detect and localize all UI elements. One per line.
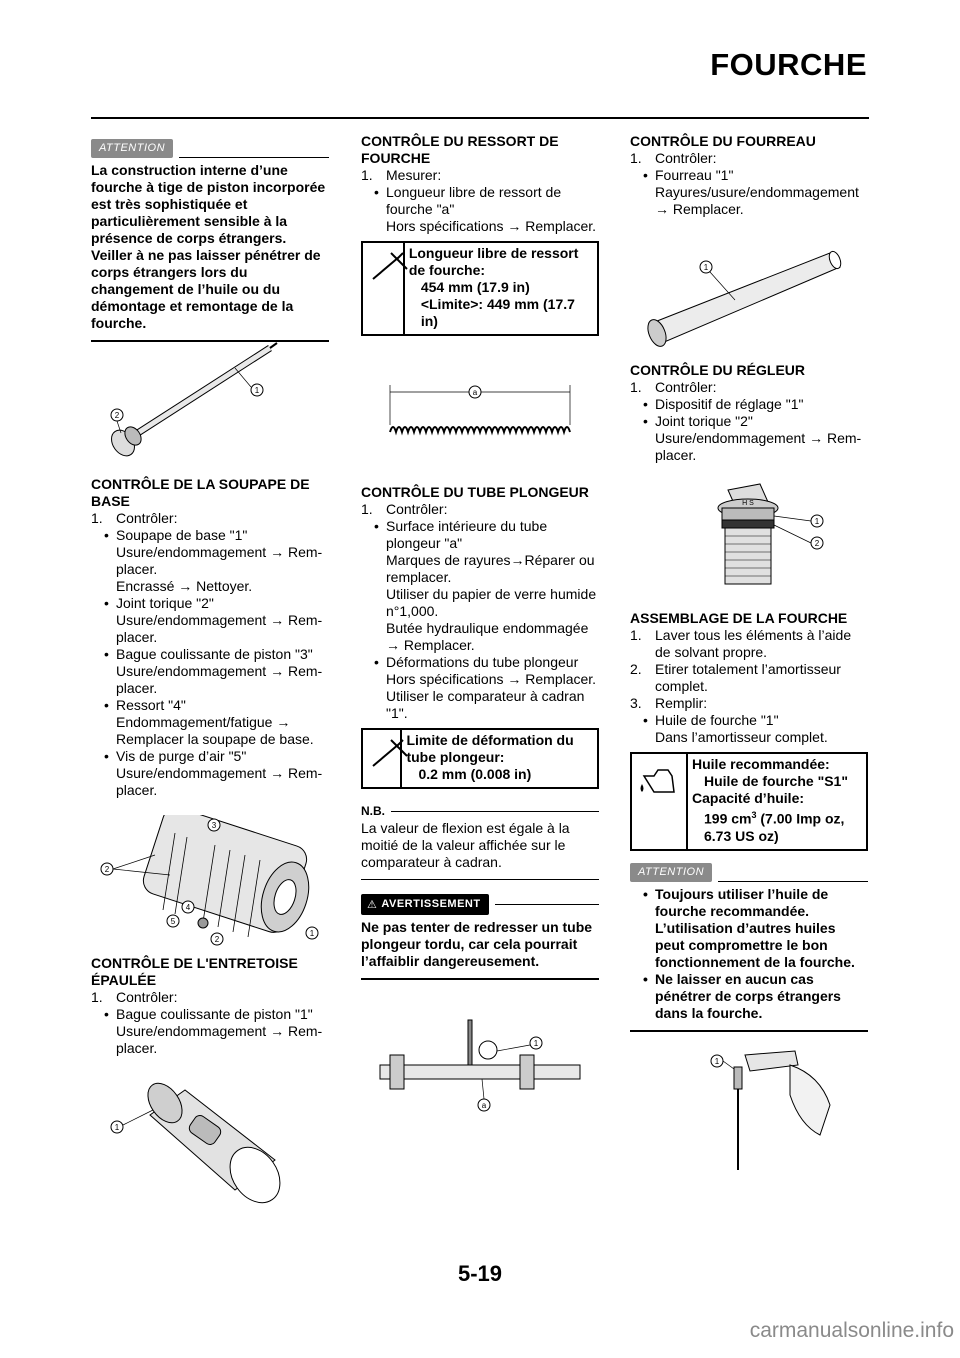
- assembly-section: ASSEMBLAGE DE LA FOURCHE 1. Laver tous les éléments à l’aide de solvant propre. 2. Etirer totalement l’amortisseur complet. 3. Remplir: • Huile de fourche "1" Dans l’amortisseur complet. Huile recommandée: Huile de fourche "S1" Capacité d’huile: 199 $cm^3$ (7.00 Imp oz, 6.73 US oz) ATTENTION • Toujours utiliser l’huile de fourche recommandée. L’utilisation d’autres huiles peut compromettre le bon fonctionnement de la fourche. • Ne laisser en aucun cas pénétrer de corps étrangers dans la fourche.: [630, 610, 868, 1032]
- spacer-illustration: [105, 1075, 295, 1205]
- base-valve-section: CONTRÔLE DE LA SOUPAPE DE BASE 1. Contrôler: • Soupape de base "1" Usure/endommagement → Rem- placer. Encrassé → Nettoyer. • Joint torique "2" Usure/endommagement → Rem- placer. • Bague coulissante de piston "3" Usure/endommagement → Rem- placer. • Ressort "4" Endommagement/fatigue → Remplacer la soupape de base. • Vis de purge d’air "5" Usure/endommagement → Rem- placer.: [91, 476, 329, 799]
- callout-1: 1: [114, 1123, 120, 1132]
- list-item: • Dispositif de réglage "1": [630, 396, 868, 413]
- spacer-section: CONTRÔLE DE L'ENTRETOISE ÉPAULÉE 1. Contrôler: • Bague coulissante de piston "1" Usure/endommagement → Rem- placer.: [91, 955, 329, 1057]
- list-item: • Bague coulissante de piston "1": [91, 1006, 329, 1023]
- list-item: • Bague coulissante de piston "3": [91, 646, 329, 663]
- section-title-spring: CONTRÔLE DU RESSORT DE FOURCHE: [361, 133, 559, 166]
- callout-1: 1: [703, 263, 709, 272]
- dial-gauge-illustration: [370, 1015, 590, 1115]
- caliper-icon: [363, 243, 405, 334]
- callout-2: 2: [104, 865, 110, 874]
- attention-header: [630, 863, 868, 882]
- list-item: • Ne laisser en aucun cas pénétrer de corps étrangers dans la fourche.: [630, 971, 868, 1022]
- base-valve-illustration: [95, 815, 325, 950]
- warning-text: Ne pas tenter de redresser un tube plongeur tordu, car cela pourrait l’affaiblir dangereusement.: [361, 919, 593, 969]
- step-1: 1. Contrôler:: [630, 150, 717, 166]
- step-1: 1. Contrôler:: [91, 989, 178, 1005]
- spec-box-spring: Longueur libre de ressort de fourche: 454 mm (17.9 in) <Limite>: 449 mm (17.7 in): [361, 241, 599, 336]
- callout-4: 4: [185, 903, 191, 912]
- oil-filling-illustration: [700, 1045, 840, 1175]
- watermark: carmanualsonline.info: [749, 1319, 954, 1342]
- list-item: • Toujours utiliser l’huile de fourche recommandée. L’utilisation d’autres huiles peut compromettre le bon fonctionnement de la fourche.: [630, 886, 868, 971]
- step-1: 1. Contrôler:: [91, 510, 178, 526]
- spring-illustration: [380, 380, 580, 445]
- callout-a: a: [472, 388, 478, 397]
- inner-tube-section: CONTRÔLE DU TUBE PLONGEUR 1. Contrôler: • Surface intérieure du tube plongeur "a" Marques de rayures→Réparer ou remplacer. Utiliser du papier de verre humide n°1,000. Butée hydraulique endommagée → Remplacer. • Déformations du tube plongeur Hors spécifications → Remplacer. Utiliser le comparateur à cadran "1". Limite de déformation du tube plongeur: 0.2 mm (0.008 in) N.B. La valeur de flexion est égale à la moitié de la valeur affichée sur le comparateur à cadran. ⚠ AVERTISSEMENT Ne pas tenter de redresser un tube plongeur tordu, car cela pourrait l’affaiblir dangereusement.: [361, 484, 599, 980]
- list-item: • Déformations du tube plongeur: [361, 654, 599, 671]
- callout-1: 1: [814, 517, 820, 526]
- adjuster-illustration: [700, 480, 830, 600]
- callout-3: 3: [211, 821, 217, 830]
- list-item: • Huile de fourche "1": [630, 712, 868, 729]
- section-title-outer-tube: CONTRÔLE DU FOURREAU: [630, 133, 816, 149]
- outer-tube-section: CONTRÔLE DU FOURREAU 1. Contrôler: • Fourreau "1" Rayures/usure/endommagement → Remplacer.: [630, 133, 868, 218]
- column-1: [91, 139, 329, 342]
- outer-tube-illustration: [640, 245, 850, 355]
- warning-icon: ⚠: [367, 898, 378, 911]
- warning-badge: ⚠ AVERTISSEMENT: [361, 894, 489, 915]
- section-title-assembly: ASSEMBLAGE DE LA FOURCHE: [630, 610, 848, 626]
- nb-header: N.B.: [361, 803, 599, 820]
- step-1: 1. Mesurer:: [361, 167, 442, 183]
- list-item: • Vis de purge d’air "5": [91, 748, 329, 765]
- section-title-spacer: CONTRÔLE DE L'ENTRETOISE ÉPAULÉE: [91, 955, 298, 988]
- nb-text: La valeur de flexion est égale à la moitié de la valeur affichée sur le comparateur à cadran.: [361, 820, 570, 870]
- attention-text: La construction interne d’une fourche à tige de piston incorporée est très sophistiquée et particulièrement sensible à la présence de corps étrangers. Veiller à ne pas laisser pénétrer de corps étrangers lors du changement de l’huile ou du démontage et remontage de la fourche.: [91, 162, 326, 331]
- spec-box-oil: Huile recommandée: Huile de fourche "S1" Capacité d’huile: 199 $cm^3$ (7.00 Imp oz, 6.73 US oz): [630, 752, 868, 851]
- list-item: • Joint torique "2": [630, 413, 868, 430]
- base-valve-rod-illustration: [95, 338, 295, 468]
- adjuster-section: CONTRÔLE DU RÉGLEUR 1. Contrôler: • Dispositif de réglage "1" • Joint torique "2" Usure/endommagement → Rem- placer.: [630, 362, 868, 464]
- spec-box-runout: Limite de déformation du tube plongeur: 0.2 mm (0.008 in): [361, 728, 599, 789]
- callout-1: 1: [533, 1039, 539, 1048]
- section-title-adjuster: CONTRÔLE DU RÉGLEUR: [630, 362, 805, 378]
- section-title-base-valve: CONTRÔLE DE LA SOUPAPE DE BASE: [91, 476, 310, 509]
- callout-1: 1: [254, 386, 260, 395]
- step-2: 2. Etirer totalement l’amortisseur complet.: [630, 661, 841, 694]
- list-item: • Longueur libre de ressort de fourche "a": [361, 184, 599, 218]
- adjuster-marking: H S: [742, 500, 754, 507]
- list-item: • Surface intérieure du tube plongeur "a": [361, 518, 599, 552]
- attention-badge: ATTENTION: [91, 139, 173, 158]
- callout-2: 2: [814, 539, 820, 548]
- step-1: 1. Contrôler:: [630, 379, 717, 395]
- oil-can-icon: [632, 754, 688, 849]
- callout-1: 1: [309, 929, 315, 938]
- callout-2b: 2: [214, 935, 220, 944]
- spring-section: CONTRÔLE DU RESSORT DE FOURCHE 1. Mesurer: • Longueur libre de ressort de fourche "a" Hors spécifications → Remplacer. Longueur libre de ressort de fourche: 454 mm (17.9 in) <Limite>: 449 mm (17.7 in): [361, 133, 599, 336]
- header-rule: [91, 117, 869, 119]
- list-item: • Soupape de base "1": [91, 527, 329, 544]
- attention-header: [91, 139, 329, 158]
- list-item: • Fourreau "1": [630, 167, 868, 184]
- list-item: • Joint torique "2": [91, 595, 329, 612]
- step-3: 3. Remplir:: [630, 695, 708, 711]
- section-title-inner-tube: CONTRÔLE DU TUBE PLONGEUR: [361, 484, 589, 500]
- step-1: 1. Laver tous les éléments à l’aide de solvant propre.: [630, 627, 852, 660]
- list-item: • Ressort "4": [91, 697, 329, 714]
- page-title: FOURCHE: [710, 47, 867, 82]
- page-number: 5-19: [457, 1261, 503, 1286]
- callout-a: a: [481, 1101, 487, 1110]
- warning-header: [361, 894, 599, 915]
- callout-1: 1: [714, 1057, 720, 1066]
- callout-2: 2: [114, 411, 120, 420]
- attention-badge: ATTENTION: [630, 863, 712, 882]
- step-1: 1. Contrôler:: [361, 501, 448, 517]
- caliper-icon: [363, 730, 402, 787]
- callout-5: 5: [170, 917, 176, 926]
